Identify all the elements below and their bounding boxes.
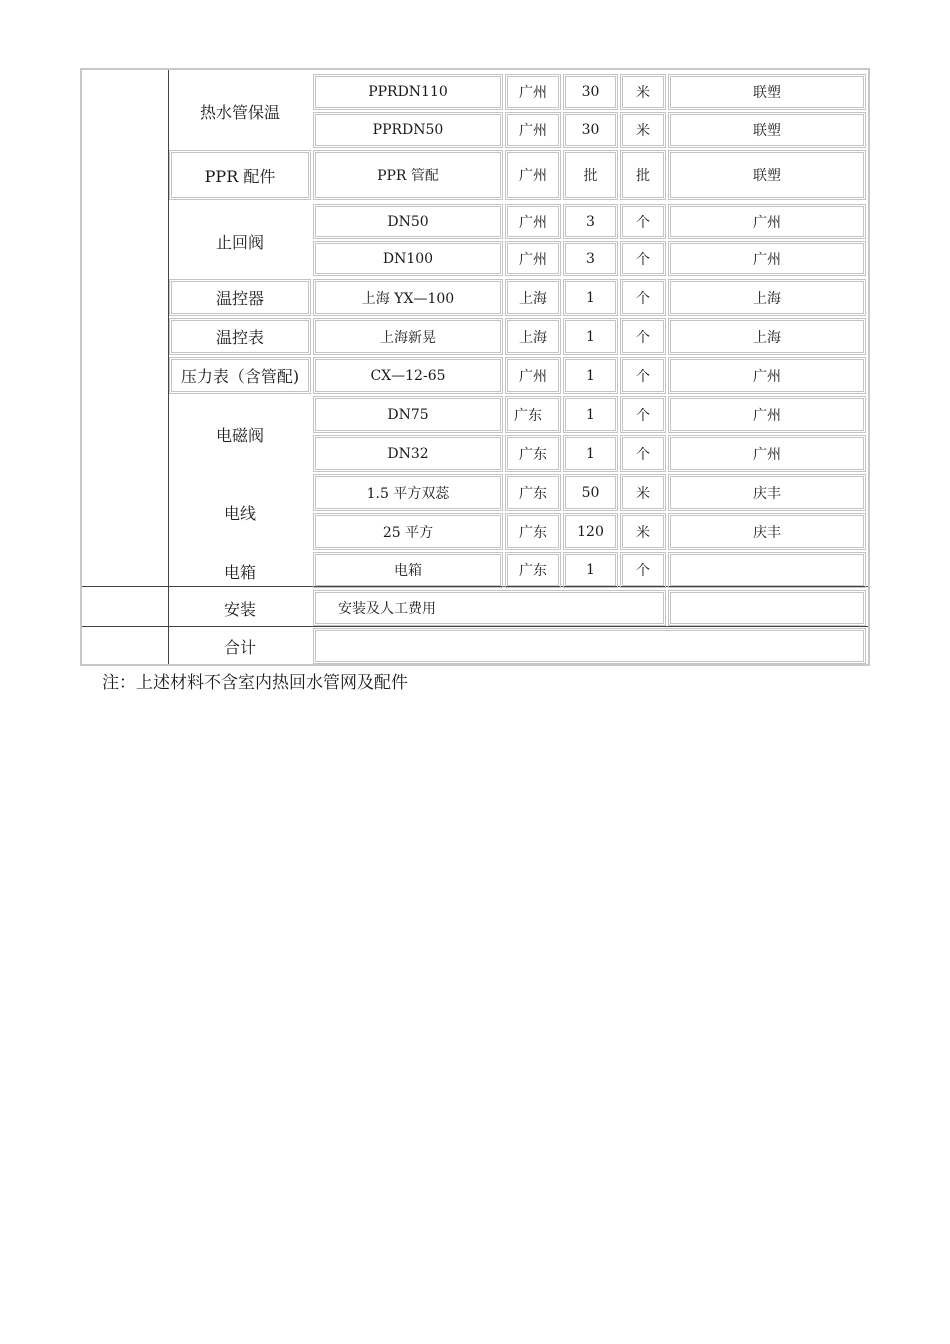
brand-cell: 广州 xyxy=(668,357,866,394)
qty-cell: 1 xyxy=(563,552,618,588)
category-pressure-gauge: 压力表（含管配) xyxy=(169,357,311,394)
brand-cell: 广州 xyxy=(668,241,866,276)
category-install: 安装 xyxy=(223,599,256,619)
unit-cell: 个 xyxy=(620,204,666,239)
brand-cell: 上海 xyxy=(668,318,866,355)
origin-cell: 广州 xyxy=(505,204,561,239)
origin-cell: 广东 xyxy=(505,474,561,511)
category-solenoid: 电磁阀 xyxy=(215,425,264,445)
category-box: 电箱 xyxy=(223,562,256,582)
spec-cell: 上海 YX—100 xyxy=(313,279,503,316)
footnote: 注：上述材料不含室内热回水管网及配件 xyxy=(102,673,408,693)
category-check-valve: 止回阀 xyxy=(215,232,264,252)
unit-cell: 批 xyxy=(620,150,666,200)
brand-cell: 庆丰 xyxy=(668,474,866,511)
qty-cell: 1 xyxy=(563,396,618,433)
origin-cell: 广东 xyxy=(505,552,561,588)
qty-cell: 30 xyxy=(563,112,618,148)
origin-cell: 上海 xyxy=(505,318,561,355)
brand-cell: 广州 xyxy=(668,396,866,433)
unit-cell: 个 xyxy=(620,318,666,355)
category-hot-pipe: 热水管保温 xyxy=(199,102,280,122)
spec-cell: PPRDN50 xyxy=(313,112,503,148)
qty-cell: 1 xyxy=(563,435,618,472)
brand-cell: 庆丰 xyxy=(668,513,866,550)
qty-cell: 1 xyxy=(563,318,618,355)
spec-cell: PPRDN110 xyxy=(313,74,503,110)
origin-cell: 广州 xyxy=(505,150,561,200)
qty-cell: 50 xyxy=(563,474,618,511)
origin-cell: 广东 xyxy=(505,396,561,433)
spec-cell: DN50 xyxy=(313,204,503,239)
category-wire: 电线 xyxy=(223,503,256,523)
spec-cell: 上海新晃 xyxy=(313,318,503,355)
qty-cell: 30 xyxy=(563,74,618,110)
brand-cell: 上海 xyxy=(668,279,866,316)
install-brand-cell xyxy=(668,590,866,626)
origin-cell: 广州 xyxy=(505,357,561,394)
origin-cell: 广州 xyxy=(505,74,561,110)
spec-cell: CX—12-65 xyxy=(313,357,503,394)
qty-cell: 1 xyxy=(563,279,618,316)
origin-cell: 广州 xyxy=(505,112,561,148)
unit-cell: 个 xyxy=(620,396,666,433)
spec-cell: DN32 xyxy=(313,435,503,472)
unit-cell: 个 xyxy=(620,357,666,394)
qty-cell: 3 xyxy=(563,204,618,239)
spec-cell: 1.5 平方双蕊 xyxy=(313,474,503,511)
category-total: 合计 xyxy=(223,637,256,657)
unit-cell: 个 xyxy=(620,435,666,472)
spec-cell: 25 平方 xyxy=(313,513,503,550)
qty-cell: 3 xyxy=(563,241,618,276)
unit-cell: 米 xyxy=(620,474,666,511)
qty-cell: 批 xyxy=(563,150,618,200)
spec-cell: DN75 xyxy=(313,396,503,433)
category-temp-meter: 温控表 xyxy=(169,318,311,355)
category-thermostat: 温控器 xyxy=(169,279,311,316)
origin-cell: 上海 xyxy=(505,279,561,316)
row-divider xyxy=(82,626,868,627)
brand-cell: 广州 xyxy=(668,204,866,239)
origin-cell: 广东 xyxy=(505,513,561,550)
unit-cell: 个 xyxy=(620,552,666,588)
unit-cell: 个 xyxy=(620,241,666,276)
category-ppr: PPR 配件 xyxy=(169,150,311,200)
unit-cell: 米 xyxy=(620,513,666,550)
unit-cell: 米 xyxy=(620,74,666,110)
materials-table xyxy=(80,68,870,666)
brand-cell: 广州 xyxy=(668,435,866,472)
total-value-cell xyxy=(313,628,866,664)
origin-cell: 广东 xyxy=(505,435,561,472)
brand-cell: 联塑 xyxy=(668,112,866,148)
unit-cell: 个 xyxy=(620,279,666,316)
brand-cell xyxy=(668,552,866,588)
qty-cell: 120 xyxy=(563,513,618,550)
spec-cell: PPR 管配 xyxy=(313,150,503,200)
qty-cell: 1 xyxy=(563,357,618,394)
spec-cell: DN100 xyxy=(313,241,503,276)
origin-cell: 广州 xyxy=(505,241,561,276)
brand-cell: 联塑 xyxy=(668,150,866,200)
unit-cell: 米 xyxy=(620,112,666,148)
spec-cell: 电箱 xyxy=(313,552,503,588)
brand-cell: 联塑 xyxy=(668,74,866,110)
install-text-cell: 安装及人工费用 xyxy=(313,590,666,626)
